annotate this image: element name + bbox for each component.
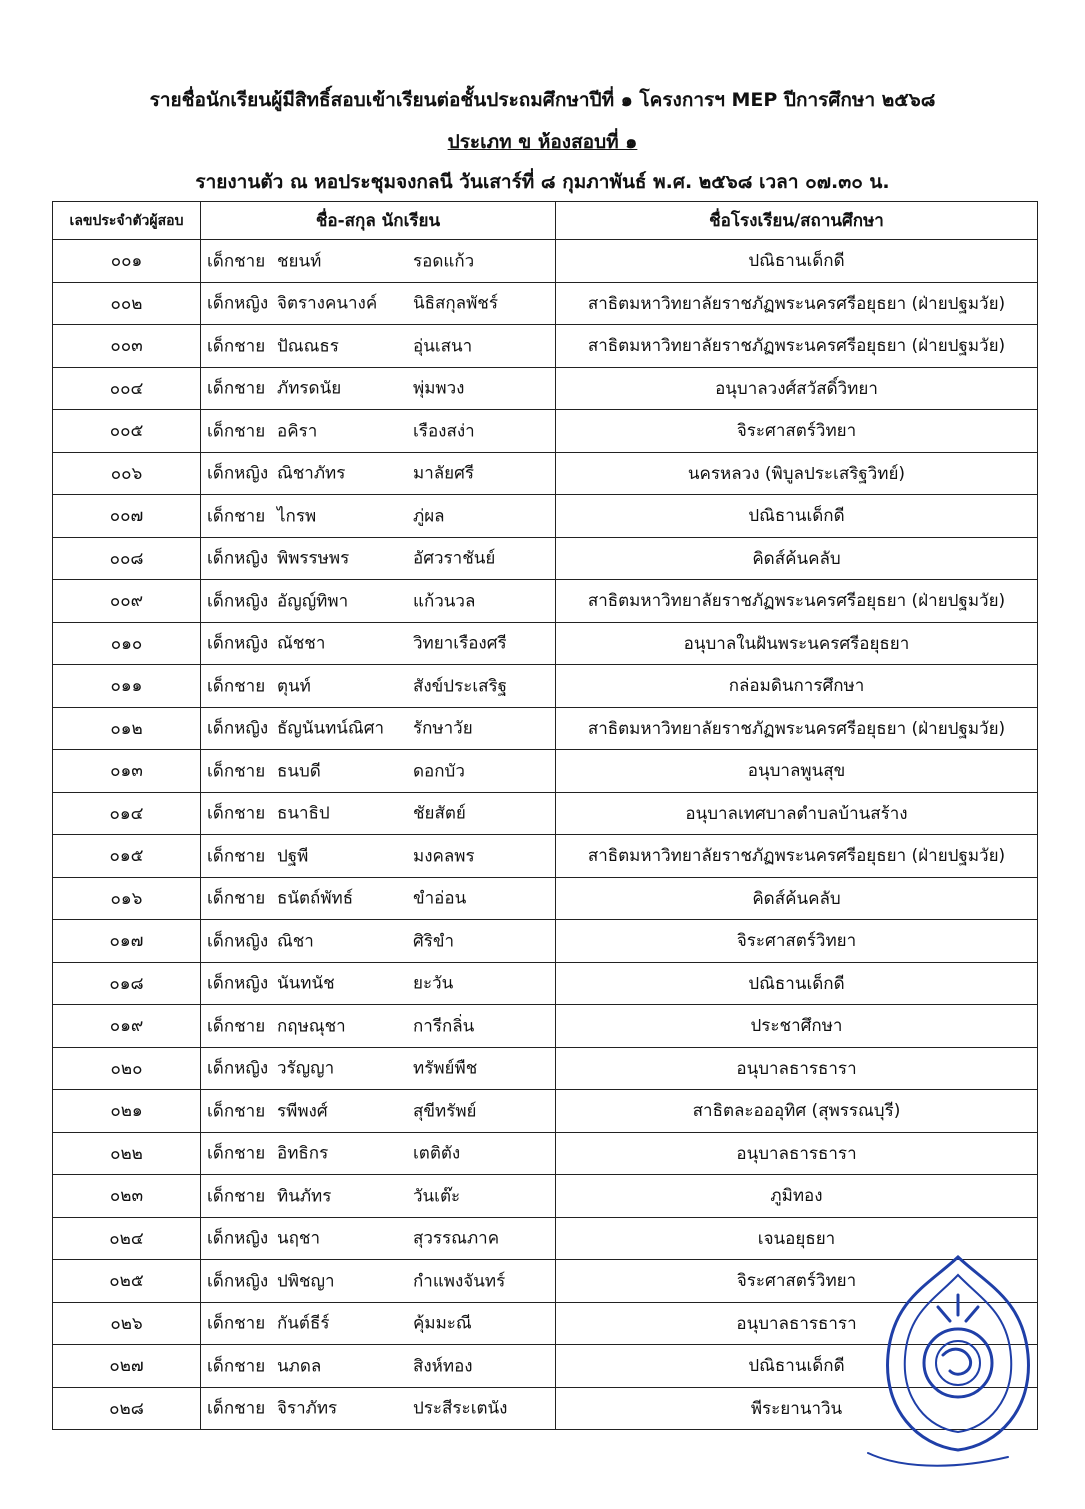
first-name: รพีพงศ์ [277,1101,328,1122]
last-name: วันเต๊ะ [413,1186,461,1207]
student-name-cell [201,452,556,495]
last-name: นิธิสกุลพัชร์ [413,293,498,314]
school-cell: นครหลวง (พิบูลประเสริฐวิทย์) [556,452,1038,495]
school-cell: สาธิตมหาวิทยาลัยราชภัฏพระนครศรีอยุธยา (ฝ่ายปฐมวัย) [556,835,1038,878]
exam-id-cell: ๐๑๗ [53,920,201,963]
table-row [53,877,1038,920]
last-name: ยะวัน [413,973,454,994]
exam-id-cell: ๐๐๔ [53,367,201,410]
school-cell: อนุบาลเทศบาลตำบลบ้านสร้าง [556,792,1038,835]
last-name: ศิริขำ [413,931,455,952]
school-cell: คิดส์ค้นคลับ [556,877,1038,920]
exam-id-cell: ๐๑๐ [53,622,201,665]
school-cell: ปณิธานเด็กดี [556,1345,1038,1388]
student-name-cell [201,580,556,623]
school-cell: ปณิธานเด็กดี [556,240,1038,283]
school-cell: ประชาศึกษา [556,1005,1038,1048]
table-header-row [53,202,1038,240]
name-title: เด็กหญิง [207,1271,269,1292]
document-subtitle: ประเภท ข ห้องสอบที่ ๑ [447,131,638,153]
student-name-cell [201,1005,556,1048]
first-name: ปพิชญา [277,1271,335,1292]
student-name-cell [201,792,556,835]
name-title: เด็กชาย [207,1186,266,1207]
first-name: อคิรา [277,421,318,442]
name-title: เด็กหญิง [207,973,269,994]
name-title: เด็กชาย [207,1398,266,1419]
student-name-cell [201,622,556,665]
school-cell: ปณิธานเด็กดี [556,962,1038,1005]
table-row [53,410,1038,453]
name-title: เด็กชาย [207,336,266,357]
last-name: กำแพงจันทร์ [413,1271,506,1292]
last-name: มาลัยศรี [413,463,475,484]
exam-id-cell: ๐๒๕ [53,1260,201,1303]
student-name-cell [201,367,556,410]
school-cell: อนุบาลธารธารา [556,1132,1038,1175]
first-name: ณิชา [277,931,314,952]
exam-id-cell: ๐๐๙ [53,580,201,623]
exam-id-cell: ๐๑๒ [53,707,201,750]
first-name: ทินภัทร [277,1186,332,1207]
student-name-cell [201,1175,556,1218]
student-name-cell [201,282,556,325]
table-row [53,282,1038,325]
first-name: วรัญญา [277,1058,335,1079]
exam-id-cell: ๐๑๓ [53,750,201,793]
name-title: เด็กชาย [207,846,266,867]
school-cell: สาธิตมหาวิทยาลัยราชภัฏพระนครศรีอยุธยา (ฝ่ายปฐมวัย) [556,282,1038,325]
table-row [53,1005,1038,1048]
exam-id-cell: ๐๒๐ [53,1047,201,1090]
student-name-cell [201,325,556,368]
last-name: ดอกบัว [413,761,465,782]
student-name-cell [201,240,556,283]
table-row [53,1047,1038,1090]
school-cell: อนุบาลวงศ์สวัสดิ์วิทยา [556,367,1038,410]
name-title: เด็กชาย [207,378,266,399]
school-cell: อนุบาลในฝันพระนครศรีอยุธยา [556,622,1038,665]
school-cell: เจนอยุธยา [556,1217,1038,1260]
last-name: ขำอ่อน [413,888,467,909]
name-title: เด็กชาย [207,1143,266,1164]
table-row [53,962,1038,1005]
exam-id-cell: ๐๒๘ [53,1387,201,1430]
table-row [53,1132,1038,1175]
first-name: นฤชา [277,1228,320,1249]
name-title: เด็กชาย [207,1016,266,1037]
name-title: เด็กหญิง [207,718,269,739]
name-title: เด็กชาย [207,761,266,782]
school-cell: ปณิธานเด็กดี [556,495,1038,538]
student-name-cell [201,750,556,793]
last-name: อุ่นเสนา [413,336,473,357]
name-title: เด็กชาย [207,803,266,824]
name-title: เด็กหญิง [207,548,269,569]
first-name: ณัชชา [277,633,326,654]
name-title: เด็กหญิง [207,633,269,654]
header-student-name: ชื่อ-สกุล นักเรียน [201,202,556,240]
school-cell: สาธิตมหาวิทยาลัยราชภัฏพระนครศรีอยุธยา (ฝ่ายปฐมวัย) [556,707,1038,750]
name-title: เด็กหญิง [207,591,269,612]
exam-id-cell: ๐๑๘ [53,962,201,1005]
exam-id-cell: ๐๒๗ [53,1345,201,1388]
name-title: เด็กชาย [207,1101,266,1122]
last-name: ภู่ผล [413,506,445,527]
first-name: อัญญ์ทิพา [277,591,349,612]
student-name-cell [201,1345,556,1388]
exam-id-cell: ๐๐๑ [53,240,201,283]
first-name: ธนัตถ์พัทธ์ [277,888,354,909]
exam-id-cell: ๐๐๖ [53,452,201,495]
first-name: จิราภัทร [277,1398,338,1419]
last-name: รอดแก้ว [413,251,475,272]
student-name-cell [201,1132,556,1175]
school-cell: คิดส์ค้นคลับ [556,537,1038,580]
exam-id-cell: ๐๒๔ [53,1217,201,1260]
name-title: เด็กชาย [207,506,266,527]
table-row [53,537,1038,580]
table-row [53,792,1038,835]
exam-id-cell: ๐๒๒ [53,1132,201,1175]
last-name: วิทยาเรืองศรี [413,633,507,654]
student-name-cell [201,707,556,750]
exam-id-cell: ๐๑๑ [53,665,201,708]
table-row [53,835,1038,878]
exam-id-cell: ๐๑๖ [53,877,201,920]
table-row [53,1175,1038,1218]
exam-id-cell: ๐๐๕ [53,410,201,453]
name-title: เด็กชาย [207,251,266,272]
first-name: ธนาธิป [277,803,330,824]
last-name: ชัยสัตย์ [413,803,466,824]
first-name: นภดล [277,1356,322,1377]
first-name: จิตรางคนางค์ [277,293,378,314]
name-title: เด็กหญิง [207,463,269,484]
first-name: กฤษณุชา [277,1016,346,1037]
name-title: เด็กชาย [207,888,266,909]
first-name: อิทธิกร [277,1143,329,1164]
exam-id-cell: ๐๐๓ [53,325,201,368]
student-name-cell [201,920,556,963]
header-exam-id: เลขประจำตัวผู้สอบ [53,202,201,240]
last-name: เรืองสง่า [413,421,475,442]
first-name: ณิชาภัทร [277,463,346,484]
student-name-cell [201,495,556,538]
name-title: เด็กชาย [207,421,266,442]
student-name-cell [201,835,556,878]
table-row [53,622,1038,665]
last-name: พุ่มพวง [413,378,465,399]
table-row [53,750,1038,793]
student-name-cell [201,1090,556,1133]
student-name-cell [201,1260,556,1303]
student-name-cell [201,962,556,1005]
name-title: เด็กชาย [207,1356,266,1377]
last-name: สุวรรณภาค [413,1228,500,1249]
name-title: เด็กหญิง [207,1228,269,1249]
student-name-cell [201,877,556,920]
exam-id-cell: ๐๐๒ [53,282,201,325]
school-cell: จิระศาสตร์วิทยา [556,410,1038,453]
name-title: เด็กหญิง [207,931,269,952]
last-name: แก้วนวล [413,591,476,612]
table-row [53,325,1038,368]
last-name: อัศวราชันย์ [413,548,496,569]
last-name: การีกลิ่น [413,1016,475,1037]
exam-id-cell: ๐๒๖ [53,1302,201,1345]
school-cell: อนุบาลพูนสุข [556,750,1038,793]
name-title: เด็กหญิง [207,1058,269,1079]
first-name: ไกรพ [277,506,317,527]
name-title: เด็กหญิง [207,293,269,314]
exam-id-cell: ๐๒๑ [53,1090,201,1133]
school-cell: สาธิตละอออุทิศ (สุพรรณบุรี) [556,1090,1038,1133]
student-name-cell [201,1047,556,1090]
exam-id-cell: ๐๐๗ [53,495,201,538]
exam-id-cell: ๐๑๕ [53,835,201,878]
report-line: รายงานตัว ณ หอประชุมจงกลนี วันเสาร์ที่ ๘ กุมภาพันธ์ พ.ศ. ๒๕๖๘ เวลา ๐๗.๓๐ น. [195,171,890,193]
last-name: ประสีระเตนัง [413,1398,508,1419]
header-school: ชื่อโรงเรียน/สถานศึกษา [556,202,1038,240]
school-cell: สาธิตมหาวิทยาลัยราชภัฏพระนครศรีอยุธยา (ฝ่ายปฐมวัย) [556,325,1038,368]
student-name-cell [201,537,556,580]
school-cell: อนุบาลธารธารา [556,1302,1038,1345]
first-name: ปัณณธร [277,336,339,357]
first-name: กันต์ธีร์ [277,1313,330,1334]
table-row [53,580,1038,623]
table-row [53,367,1038,410]
school-cell: จิระศาสตร์วิทยา [556,920,1038,963]
table-row [53,665,1038,708]
school-seal [858,1245,1058,1475]
student-name-cell [201,1387,556,1430]
name-title: เด็กชาย [207,1313,266,1334]
table-row [53,452,1038,495]
name-title: เด็กชาย [207,676,266,697]
exam-id-cell: ๐๒๓ [53,1175,201,1218]
first-name: ธัญนันทน์ณิศา [277,718,385,739]
first-name: ธนบดี [277,761,321,782]
last-name: เตติตัง [413,1143,461,1164]
last-name: สังข์ประเสริฐ [413,676,508,697]
table-row [53,707,1038,750]
last-name: คุ้มมะณี [413,1313,472,1334]
exam-id-cell: ๐๐๘ [53,537,201,580]
table-row [53,495,1038,538]
school-cell: กล่อมดินการศึกษา [556,665,1038,708]
last-name: สิงห์ทอง [413,1356,473,1377]
last-name: สุขีทรัพย์ [413,1101,477,1122]
school-cell: ภูมิทอง [556,1175,1038,1218]
last-name: รักษาวัย [413,718,473,739]
exam-id-cell: ๐๑๔ [53,792,201,835]
student-name-cell [201,1302,556,1345]
student-name-cell [201,665,556,708]
exam-id-cell: ๐๑๙ [53,1005,201,1048]
school-cell: จิระศาสตร์วิทยา [556,1260,1038,1303]
last-name: มงคลพร [413,846,475,867]
table-row [53,240,1038,283]
document-title: รายชื่อนักเรียนผู้มีสิทธิ์สอบเข้าเรียนต่อชั้นประถมศึกษาปีที่ ๑ โครงการฯ MEP ปีการศึกษา ๒๕๖๘ [149,89,936,111]
table-row [53,1090,1038,1133]
school-cell: อนุบาลธารธารา [556,1047,1038,1090]
school-cell: พีระยานาวิน [556,1387,1038,1430]
first-name: ปฐพี [277,846,309,867]
last-name: ทรัพย์พืช [413,1058,478,1079]
student-name-cell [201,410,556,453]
first-name: ภัทรดนัย [277,378,342,399]
first-name: ชยนท์ [277,251,322,272]
student-name-cell [201,1217,556,1260]
school-cell: สาธิตมหาวิทยาลัยราชภัฏพระนครศรีอยุธยา (ฝ่ายปฐมวัย) [556,580,1038,623]
first-name: นันทนัช [277,973,335,994]
first-name: ตุนท์ [277,676,311,697]
table-row [53,920,1038,963]
first-name: พิพรรษพร [277,548,350,569]
